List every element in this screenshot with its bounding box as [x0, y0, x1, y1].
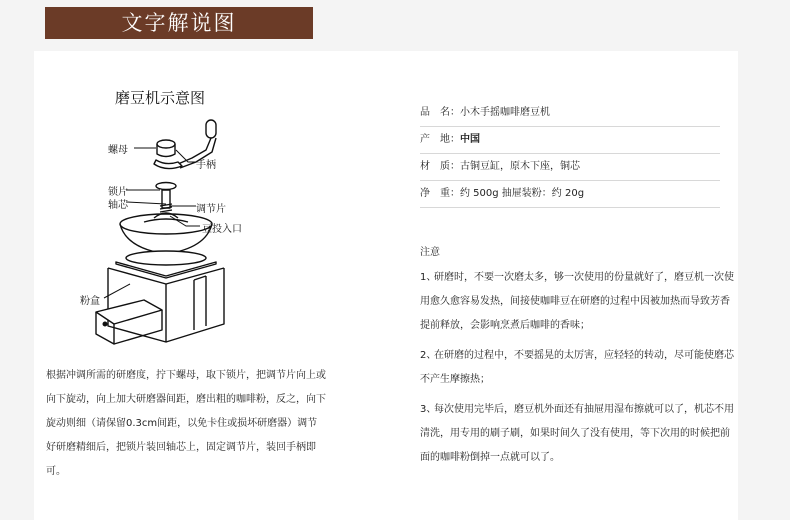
- handle-arm-drawing: [154, 160, 182, 169]
- spec-key: 净 重：: [420, 188, 460, 199]
- spec-value: 约 500g 抽屉装粉：约 20g: [460, 188, 585, 199]
- spec-row: [420, 154, 720, 181]
- spec-key: 材 质：: [420, 161, 460, 172]
- note-text: 每次使用完毕后，磨豆机外面还有抽屉用湿布擦就可以了，机芯不用清洗，用专用的刷子刷，如果时间久了没有使用，等下次用的时候把前面的咖啡粉倒掉一点就可以了。: [420, 404, 734, 463]
- label-nut: 螺母: [108, 145, 128, 156]
- section-banner: [45, 7, 313, 39]
- note-number: 2、: [420, 350, 437, 361]
- notes-title: 注意: [420, 247, 440, 258]
- spec-key: 产 地：: [420, 134, 460, 145]
- label-handle: 手柄: [196, 160, 216, 171]
- spec-row: [420, 181, 720, 208]
- spec-value: 古铜豆缸，原木下座，铜芯: [460, 161, 580, 172]
- spec-row: [420, 100, 720, 127]
- spec-key: 品 名：: [420, 107, 460, 118]
- banner-title: 文字解说图: [121, 11, 237, 35]
- spec-value: 小木手摇咖啡磨豆机: [460, 107, 550, 118]
- note-item: [420, 344, 735, 392]
- note-item: [420, 266, 735, 338]
- spec-value: 中国: [460, 134, 480, 145]
- label-lock-piece: 锁片: [108, 187, 128, 198]
- note-number: 1、: [420, 272, 437, 283]
- label-shaft: 轴芯: [108, 200, 128, 211]
- bowl-drawing: [120, 213, 212, 265]
- instructions-paragraph: 根据冲调所需的研磨度，拧下螺母，取下锁片，把调节片向上或向下旋动，向上加大研磨器间距，磨出粗的咖啡粉，反之，向下旋动则细（请保留0.3cm间距，以免卡住或损坏研磨器）调节好研磨精细后，把锁片装回轴芯上，固定调节片，装回手柄即可。: [46, 370, 326, 477]
- notes-list: [420, 266, 735, 476]
- label-bean-inlet: 豆投入口: [202, 224, 242, 235]
- label-powder-box: 粉盒: [80, 296, 100, 307]
- drawer-drawing: [96, 300, 162, 344]
- wooden-box-drawing: [108, 262, 224, 342]
- note-text: 在研磨的过程中，不要摇晃的太厉害，应轻轻的转动，尽可能使磨芯不产生摩擦热；: [420, 350, 734, 385]
- diagram-title: 磨豆机示意图: [115, 89, 206, 107]
- note-number: 3、: [420, 404, 437, 415]
- note-item: [420, 398, 735, 470]
- spec-list: [420, 100, 720, 208]
- spec-row: [420, 127, 720, 154]
- lock-piece-drawing: [156, 183, 176, 190]
- label-adjust-piece: 调节片: [196, 204, 226, 215]
- nut-drawing: [157, 140, 175, 157]
- note-text: 研磨时，不要一次磨太多，够一次使用的份量就好了，磨豆机一次使用愈久愈容易发热，间接使咖啡豆在研磨的过程中因被加热而导致芳香提前释放，会影响烹煮后咖啡的香味；: [420, 272, 734, 331]
